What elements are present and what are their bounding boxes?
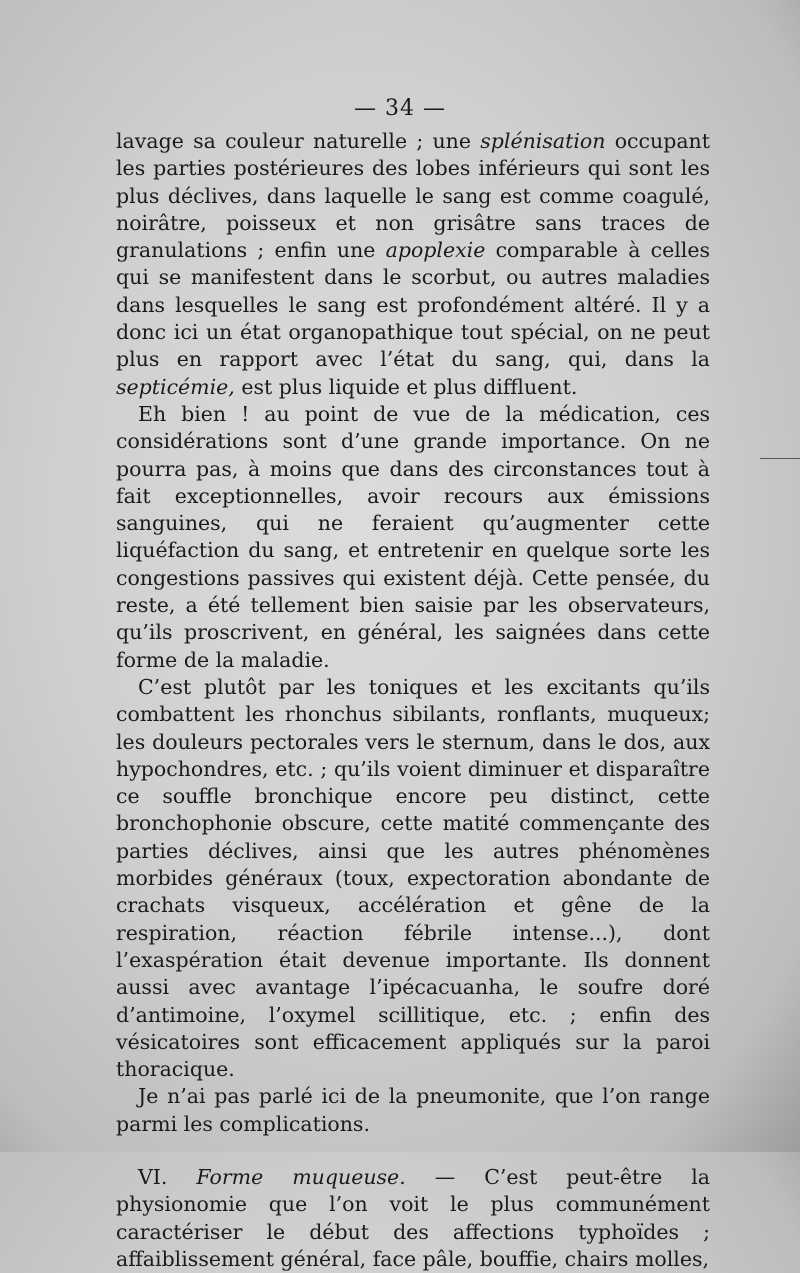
text-run: lavage sa couleur naturelle ; une [116,129,481,153]
paragraph-5 [116,1164,710,1273]
page-number: — 34 — [354,96,446,121]
text-run: occupant les parties postérieures des lobes inférieurs qui sont les plus déclives, dans laquelle le sang est comme coagulé, noirâtre, poisseux et non grisâtre sans traces de granulations ; enfin une [116,129,710,263]
text-run: comparable à celles qui se manifestent dans le scorbut, ou autres maladies dans lesquelles le sang est profondément altéré. Il y a donc ici un état organopathique tout spécial, on ne peut plus en rapport avec l’état du sang, qui, dans la [116,238,710,372]
margin-mark [760,458,800,459]
paragraph-2 [116,401,710,674]
paragraph-3 [116,674,710,1083]
page-text [116,128,710,1273]
text-run: septicémie, [116,374,235,399]
paragraph-1 [116,128,710,401]
text-run: Je n’ai pas parlé ici de la pneumonite, que l’on range parmi les complications. [116,1084,710,1136]
text-run: — C’est peut-être la physionomie que l’on voit le plus communément caractériser le début des affections typhoïdes ; affaiblissement général, face pâle, bouffie, chairs molles, [116,1164,711,1271]
paragraph-4 [116,1083,710,1138]
text-run: splénisation [480,129,606,153]
text-run: Eh bien ! au point de vue de la médication, ces considérations sont d’une grande importance. On ne pourra pas, à moins que dans des circonstances tout à fait exceptionnelles, avoir recours aux émissions sanguines, qui ne feraient qu’augmenter cette liquéfaction du sang, et entretenir en quelque sorte les congestions passives qui existent déjà. Cette pensée, du reste, a été tellement bien saisie par les observateurs, qu’ils proscrivent, en général, les saignées dans cette forme de la maladie. [116,401,710,672]
text-run: est plus liquide et plus diffluent. [234,374,578,399]
text-run: VI. [138,1164,197,1189]
text-run: C’est plutôt par les toniques et les excitants qu’ils combattent les rhonchus sibilants, ronflants, muqueux; les douleurs pectorales vers le sternum, dans le dos, aux hypochondres, etc. ; qu’ils voient diminuer et disparaître ce souffle bronchique encore peu distinct, cette bronchophonie obscure, cette matité commençante des parties déclives, ainsi que les autres phénomènes morbides généraux (toux, expectoration abondante de crachats visqueux, accélération et gêne de la respiration, réaction fébrile intense...), dont l’exaspération était devenue importante. Ils donnent aussi avec avantage l’ipécacuanha, le soufre doré d’antimoine, l’oxymel scillitique, etc. ; enfin des vésicatoires sont efficacement appliqués sur la paroi thoracique. [116,674,710,1082]
text-run: apoplexie [385,238,486,263]
text-run: Forme muqueuse. [196,1164,406,1189]
